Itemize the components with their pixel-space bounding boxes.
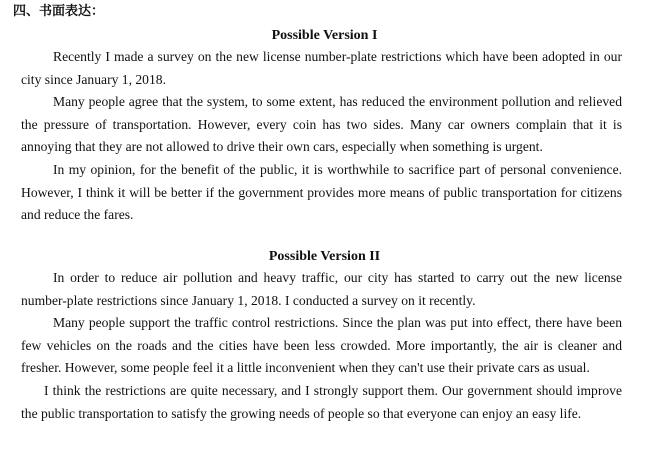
version-2-section [21, 246, 622, 425]
version-2-paragraph-3: I think the restrictions are quite necessary, and I strongly support them. Our government should improve the public transportation to satisfy the growing needs of people so that everyone can enjoy an easy life. [21, 382, 622, 421]
version-1-paragraph-1: Recently I made a survey on the new license number-plate restrictions which have been adopted in our city since January 1, 2018. [21, 49, 622, 87]
version-2-paragraph-1: In order to reduce air pollution and heavy traffic, our city has started to carry out the new license number-plate restrictions since January 1, 2018. I conducted a survey on it recently. [21, 270, 622, 308]
version-2-title: Possible Version II [268, 249, 381, 264]
version-1-section [21, 25, 622, 227]
version-1-paragraph-3: In my opinion, for the benefit of the public, it is worthwhile to sacrifice part of personal convenience. However, I think it will be better if the government provides more means of public transportation for citizens and reduce the fares. [21, 161, 622, 223]
version-2-paragraph-2: Many people support the traffic control restrictions. Since the plan was put into effect, there have been few vehicles on the roads and the cities have been less crowded. More importantly, the air is cleaner and fresher. However, some people feel it a little inconvenient when they can't use their private cars as usual. [21, 315, 622, 376]
version-1-title: Possible Version I [271, 28, 378, 43]
version-1-paragraph-2: Many people agree that the system, to some extent, has reduced the environment pollution and relieved the pressure of transportation. However, every coin has two sides. Many car owners complain that it is annoying that they are not allowed to drive their own cars, especially when something is urgent. [21, 94, 622, 155]
section-heading: 四、书面表达： [13, 4, 105, 19]
